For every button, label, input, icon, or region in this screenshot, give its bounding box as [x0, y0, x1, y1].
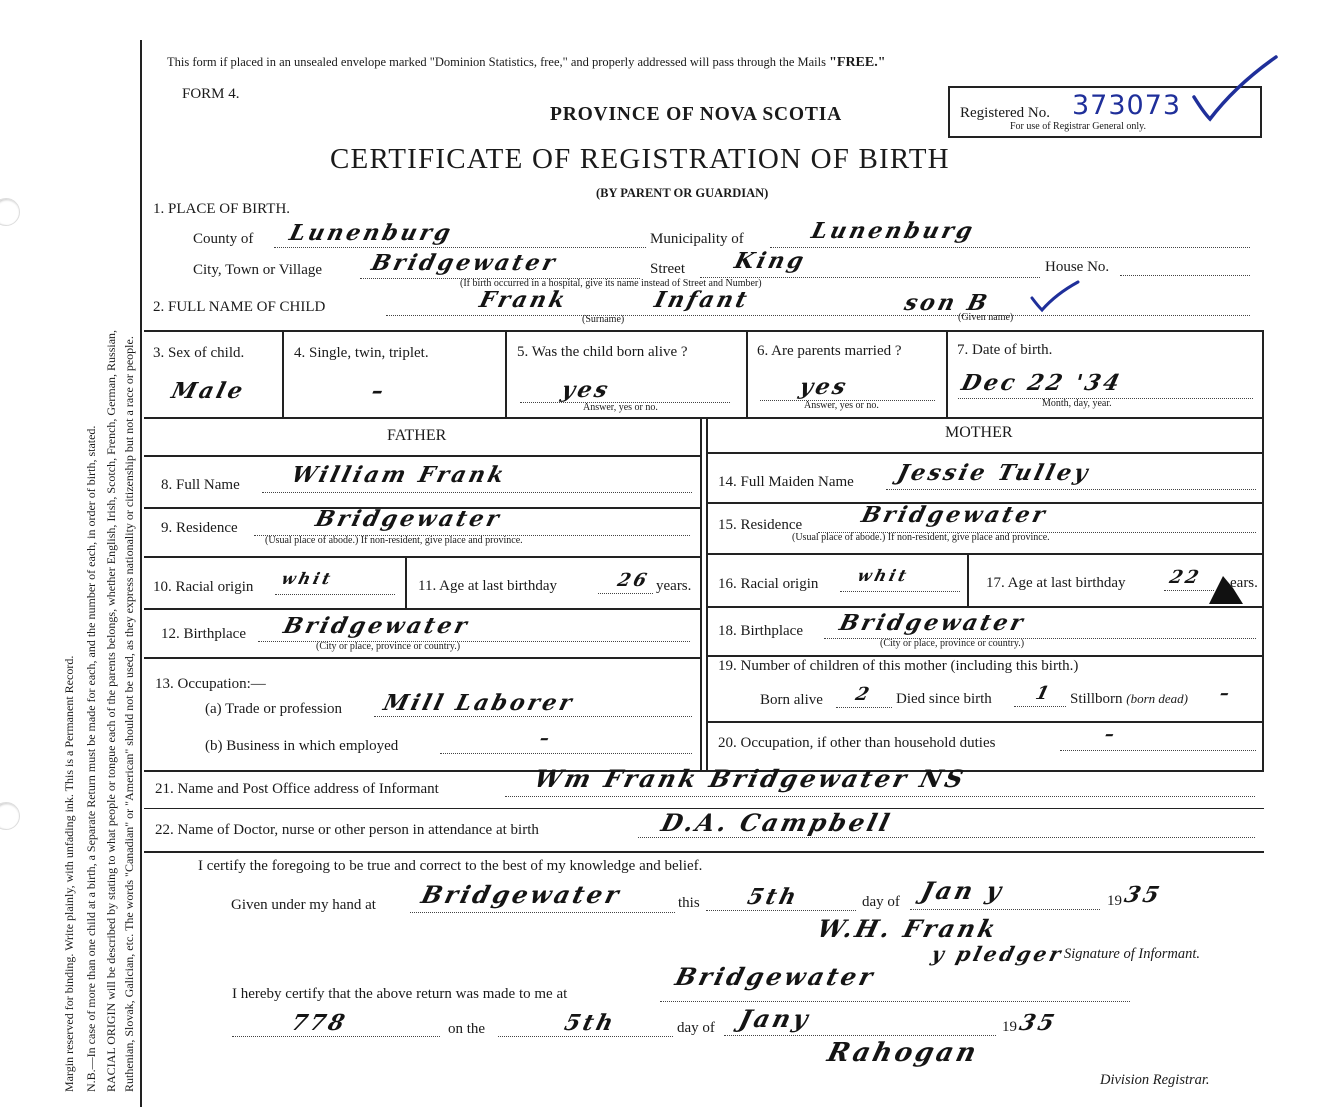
city-value: Bridgewater [368, 250, 561, 276]
check-mark-icon [1030, 280, 1080, 314]
parents-married-label: 6. Are parents married ? [757, 343, 902, 359]
mail-notice: This form if placed in an unsealed envelope marked "Dominion Statistics, free," and properly addressed will pass through the Mails "FREE." [167, 55, 886, 70]
single-twin-label: 4. Single, twin, triplet. [294, 345, 429, 361]
given-place-value: Bridgewater [418, 880, 625, 909]
died-since-birth-value: 1 [1033, 683, 1055, 704]
father-birthplace-value: Bridgewater [280, 613, 473, 639]
mother-occupation-value: – [1102, 724, 1120, 745]
surname-note: (Surname) [582, 314, 625, 325]
father-occupation-label: 13. Occupation:— [155, 676, 266, 692]
stillborn-value: – [1217, 683, 1235, 704]
mother-name-value: Jessie Tulley [894, 460, 1094, 486]
county-value: Lunenburg [286, 220, 457, 246]
margin-multiple-births-note: N.B.—In case of more than one child at a birth, a Separate Return must be made for each, and the number of each, in order of birth, stated. [84, 425, 98, 1092]
street-value: King [731, 248, 810, 274]
father-name-value: William Frank [288, 462, 510, 488]
father-name-label: 8. Full Name [161, 477, 240, 493]
stillborn-label: Stillborn (born dead) [1070, 691, 1189, 707]
mother-birthplace-note: (City or place, province or country.) [880, 638, 1025, 649]
given-name-note: (Given name) [958, 312, 1014, 323]
father-race-value: whit [279, 569, 336, 588]
doctor-value: D.A. Campbell [658, 808, 896, 837]
day-of-label: day of [862, 894, 900, 910]
return-month-value: Jany [736, 1004, 814, 1033]
mother-heading: MOTHER [945, 424, 1013, 441]
return-year-prefix: 19 [1002, 1019, 1017, 1035]
mother-race-label: 16. Racial origin [718, 576, 819, 592]
given-day-value: 5th [744, 884, 802, 910]
mother-age-value: 22 [1167, 567, 1204, 588]
father-age-value: 26 [615, 570, 652, 591]
mother-age-years: ears. [1230, 575, 1258, 591]
father-age-label: 11. Age at last birthday [418, 578, 557, 594]
page-title: CERTIFICATE OF REGISTRATION OF BIRTH [330, 143, 950, 175]
born-alive-count-label: Born alive [760, 692, 823, 708]
registrar-only-note: For use of Registrar General only. [1010, 121, 1146, 132]
return-place-value: Bridgewater [672, 962, 879, 991]
father-trade-label: (a) Trade or profession [205, 701, 343, 717]
mother-age-label: 17. Age at last birthday [986, 575, 1126, 591]
margin-divider [140, 40, 142, 1107]
informant-value: Wm Frank Bridgewater NS [531, 764, 970, 793]
father-residence-note: (Usual place of abode.) If non-resident, give place and province. [265, 535, 523, 546]
registration-number-value: 778 [288, 1010, 351, 1036]
father-birthplace-label: 12. Birthplace [161, 626, 246, 642]
father-residence-value: Bridgewater [312, 506, 505, 532]
date-of-birth-label: 7. Date of birth. [957, 342, 1053, 358]
margin-racial-origin-note: RACIAL ORIGIN will be described by stating to what people or tongue each of the parents belongs, whether English, Irish, Scotch, French, German, Russian, [104, 329, 118, 1092]
parents-married-value: yes [796, 374, 852, 400]
mother-residence-value: Bridgewater [858, 502, 1051, 528]
city-label: City, Town or Village [193, 262, 323, 278]
mother-residence-note: (Usual place of abode.) If non-resident, give place and province. [792, 532, 1050, 543]
this-label: this [678, 895, 700, 911]
child-name-label: 2. FULL NAME OF CHILD [153, 299, 326, 315]
mother-children-label: 19. Number of children of this mother (including this birth.) [718, 658, 1079, 674]
on-the-label: on the [448, 1021, 486, 1037]
sex-value: Male [168, 378, 249, 404]
father-business-label: (b) Business in which employed [205, 738, 399, 754]
mother-birthplace-value: Bridgewater [836, 610, 1029, 636]
mother-residence-label: 15. Residence [718, 517, 803, 533]
given-month-value: Jan y [918, 876, 1008, 905]
child-extra-value: son B [901, 290, 993, 316]
date-of-birth-note: Month, day, year. [1042, 398, 1112, 409]
registrar-signature: Rahogan [824, 1038, 982, 1068]
return-day-value: 5th [561, 1010, 619, 1036]
informant-label: 21. Name and Post Office address of Informant [155, 781, 439, 797]
certification-statement: I certify the foregoing to be true and correct to the best of my knowledge and belief. [198, 858, 703, 874]
father-birthplace-note: (City or place, province or country.) [316, 641, 461, 652]
mother-occupation-label: 20. Occupation, if other than household duties [718, 735, 996, 751]
check-mark-icon [1190, 55, 1280, 125]
return-made-statement: I hereby certify that the above return was made to me at [232, 986, 568, 1002]
father-race-label: 10. Racial origin [153, 579, 254, 595]
parents-married-note: Answer, yes or no. [804, 400, 879, 411]
day-of-label-2: day of [677, 1020, 715, 1036]
punch-hole-bottom [0, 802, 20, 830]
street-label: Street [650, 261, 685, 277]
given-year-value: 35 [1121, 882, 1165, 908]
informant-signature-label: Signature of Informant. [1064, 946, 1201, 962]
born-alive-note: Answer, yes or no. [583, 402, 658, 413]
child-surname-value: Frank [476, 287, 571, 313]
mother-name-label: 14. Full Maiden Name [718, 474, 854, 490]
father-age-years: years. [656, 578, 692, 594]
place-of-birth-heading: 1. PLACE OF BIRTH. [153, 201, 291, 217]
single-twin-value: – [368, 378, 390, 404]
sex-label: 3. Sex of child. [153, 345, 245, 361]
given-year-prefix: 19 [1107, 893, 1122, 909]
given-under-hand-label: Given under my hand at [231, 897, 376, 913]
form-number: FORM 4. [182, 86, 240, 102]
born-alive-value: yes [558, 377, 614, 403]
county-label: County of [193, 231, 254, 247]
page-subtitle: (BY PARENT OR GUARDIAN) [596, 186, 769, 200]
father-business-value: – [537, 728, 555, 749]
province-heading: PROVINCE OF NOVA SCOTIA [550, 104, 842, 125]
father-heading: FATHER [387, 427, 447, 444]
registered-number: 373073 [1072, 90, 1182, 121]
house-number-label: House No. [1045, 259, 1110, 275]
registrar-signature-label: Division Registrar. [1100, 1072, 1210, 1088]
born-alive-count-value: 2 [853, 684, 875, 705]
born-alive-label: 5. Was the child born alive ? [517, 344, 688, 360]
registered-label: Registered No. [960, 105, 1050, 121]
mother-race-value: whit [855, 566, 912, 585]
child-given-value: Infant [651, 287, 753, 313]
municipality-value: Lunenburg [808, 218, 979, 244]
father-residence-label: 9. Residence [161, 520, 238, 536]
mother-birthplace-label: 18. Birthplace [718, 623, 803, 639]
father-trade-value: Mill Laborer [380, 690, 578, 716]
margin-binding-note: Margin reserved for binding. Write plainly, with unfading ink. This is a Permanent Record. [62, 655, 76, 1092]
doctor-label: 22. Name of Doctor, nurse or other person in attendance at birth [155, 822, 539, 838]
margin-racial-origin-note-2: Ruthenian, Slovak, Galician, etc. The words "Canadian" or "American" should not be used, as they express nationality or citizenship but not a race or people. [122, 336, 136, 1092]
punch-hole-top [0, 198, 20, 226]
informant-signature-2: y pledger [929, 942, 1067, 966]
died-since-birth-label: Died since birth [896, 691, 992, 707]
date-of-birth-value: Dec 22 '34 [958, 370, 1126, 396]
return-year-value: 35 [1016, 1010, 1060, 1036]
municipality-label: Municipality of [650, 231, 744, 247]
informant-signature: W.H. Frank [814, 914, 1002, 943]
hospital-note: (If birth occurred in a hospital, give its name instead of Street and Number) [460, 278, 762, 289]
